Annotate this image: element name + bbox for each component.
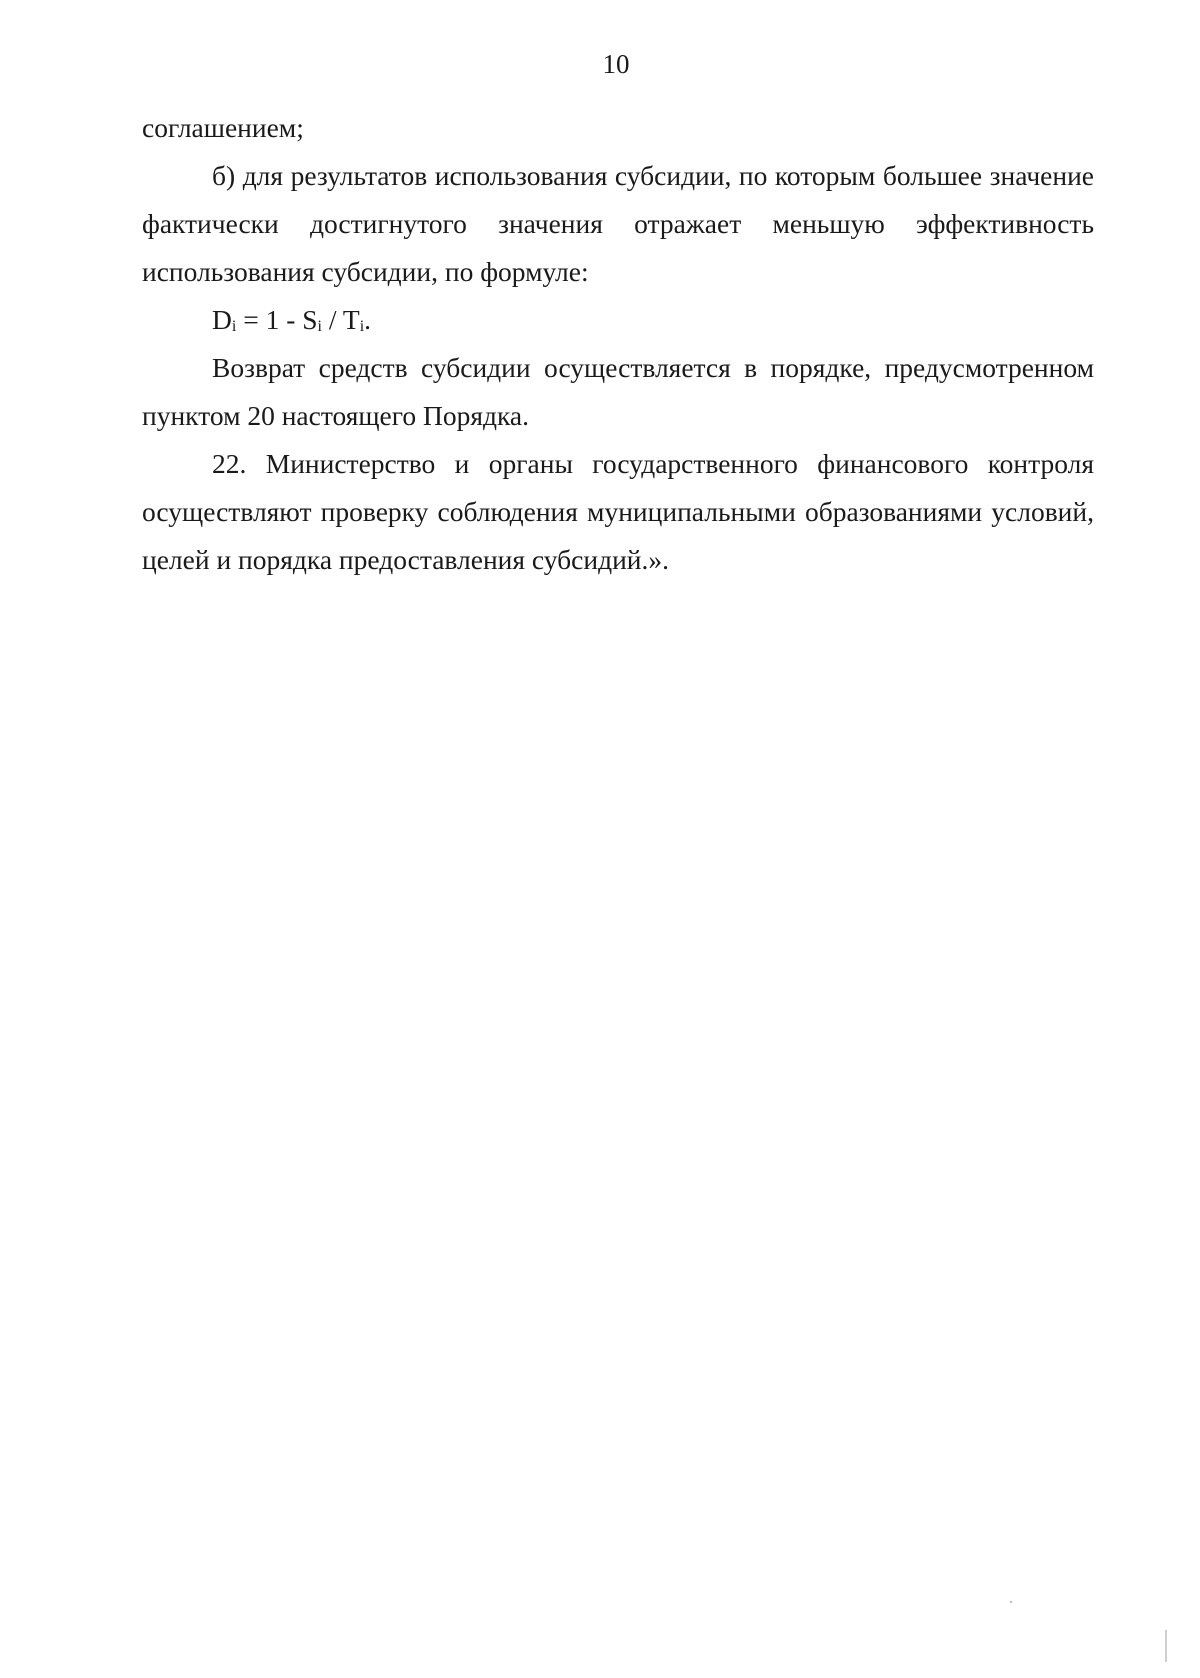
formula-eq: = 1 - [236, 304, 303, 335]
formula [142, 296, 1094, 344]
formula-sub-t: i [359, 318, 365, 335]
scan-edge-mark [1165, 1630, 1167, 1662]
formula-t: T [342, 304, 360, 335]
paragraph-item-b: б) для результатов использования субсидии, по которым большее значение фактически достигнутого значения отражает меньшую эффективность использования субсидии, по формуле: [142, 160, 1094, 287]
paragraph-continuation: соглашением; [142, 112, 304, 143]
paragraph-refund: Возврат средств субсидии осуществляется в порядке, предусмотренном пунктом 20 настоящего Порядка. [142, 352, 1094, 431]
formula-end: . [364, 304, 372, 335]
formula-sub-s: i [317, 318, 322, 335]
formula-slash: / [322, 304, 343, 335]
page-number: 10 [602, 49, 630, 79]
formula-sub-d: i [231, 318, 237, 335]
formula-d: D [212, 304, 232, 335]
document-body [142, 104, 1094, 584]
paragraph-item-22: 22. Министерство и органы государственного финансового контроля осуществляют проверку соблюдения муниципальными образованиями условий, целей и порядка предоставления субсидий.». [142, 448, 1094, 575]
scan-speck [1010, 1601, 1012, 1603]
formula-s: S [302, 304, 318, 335]
